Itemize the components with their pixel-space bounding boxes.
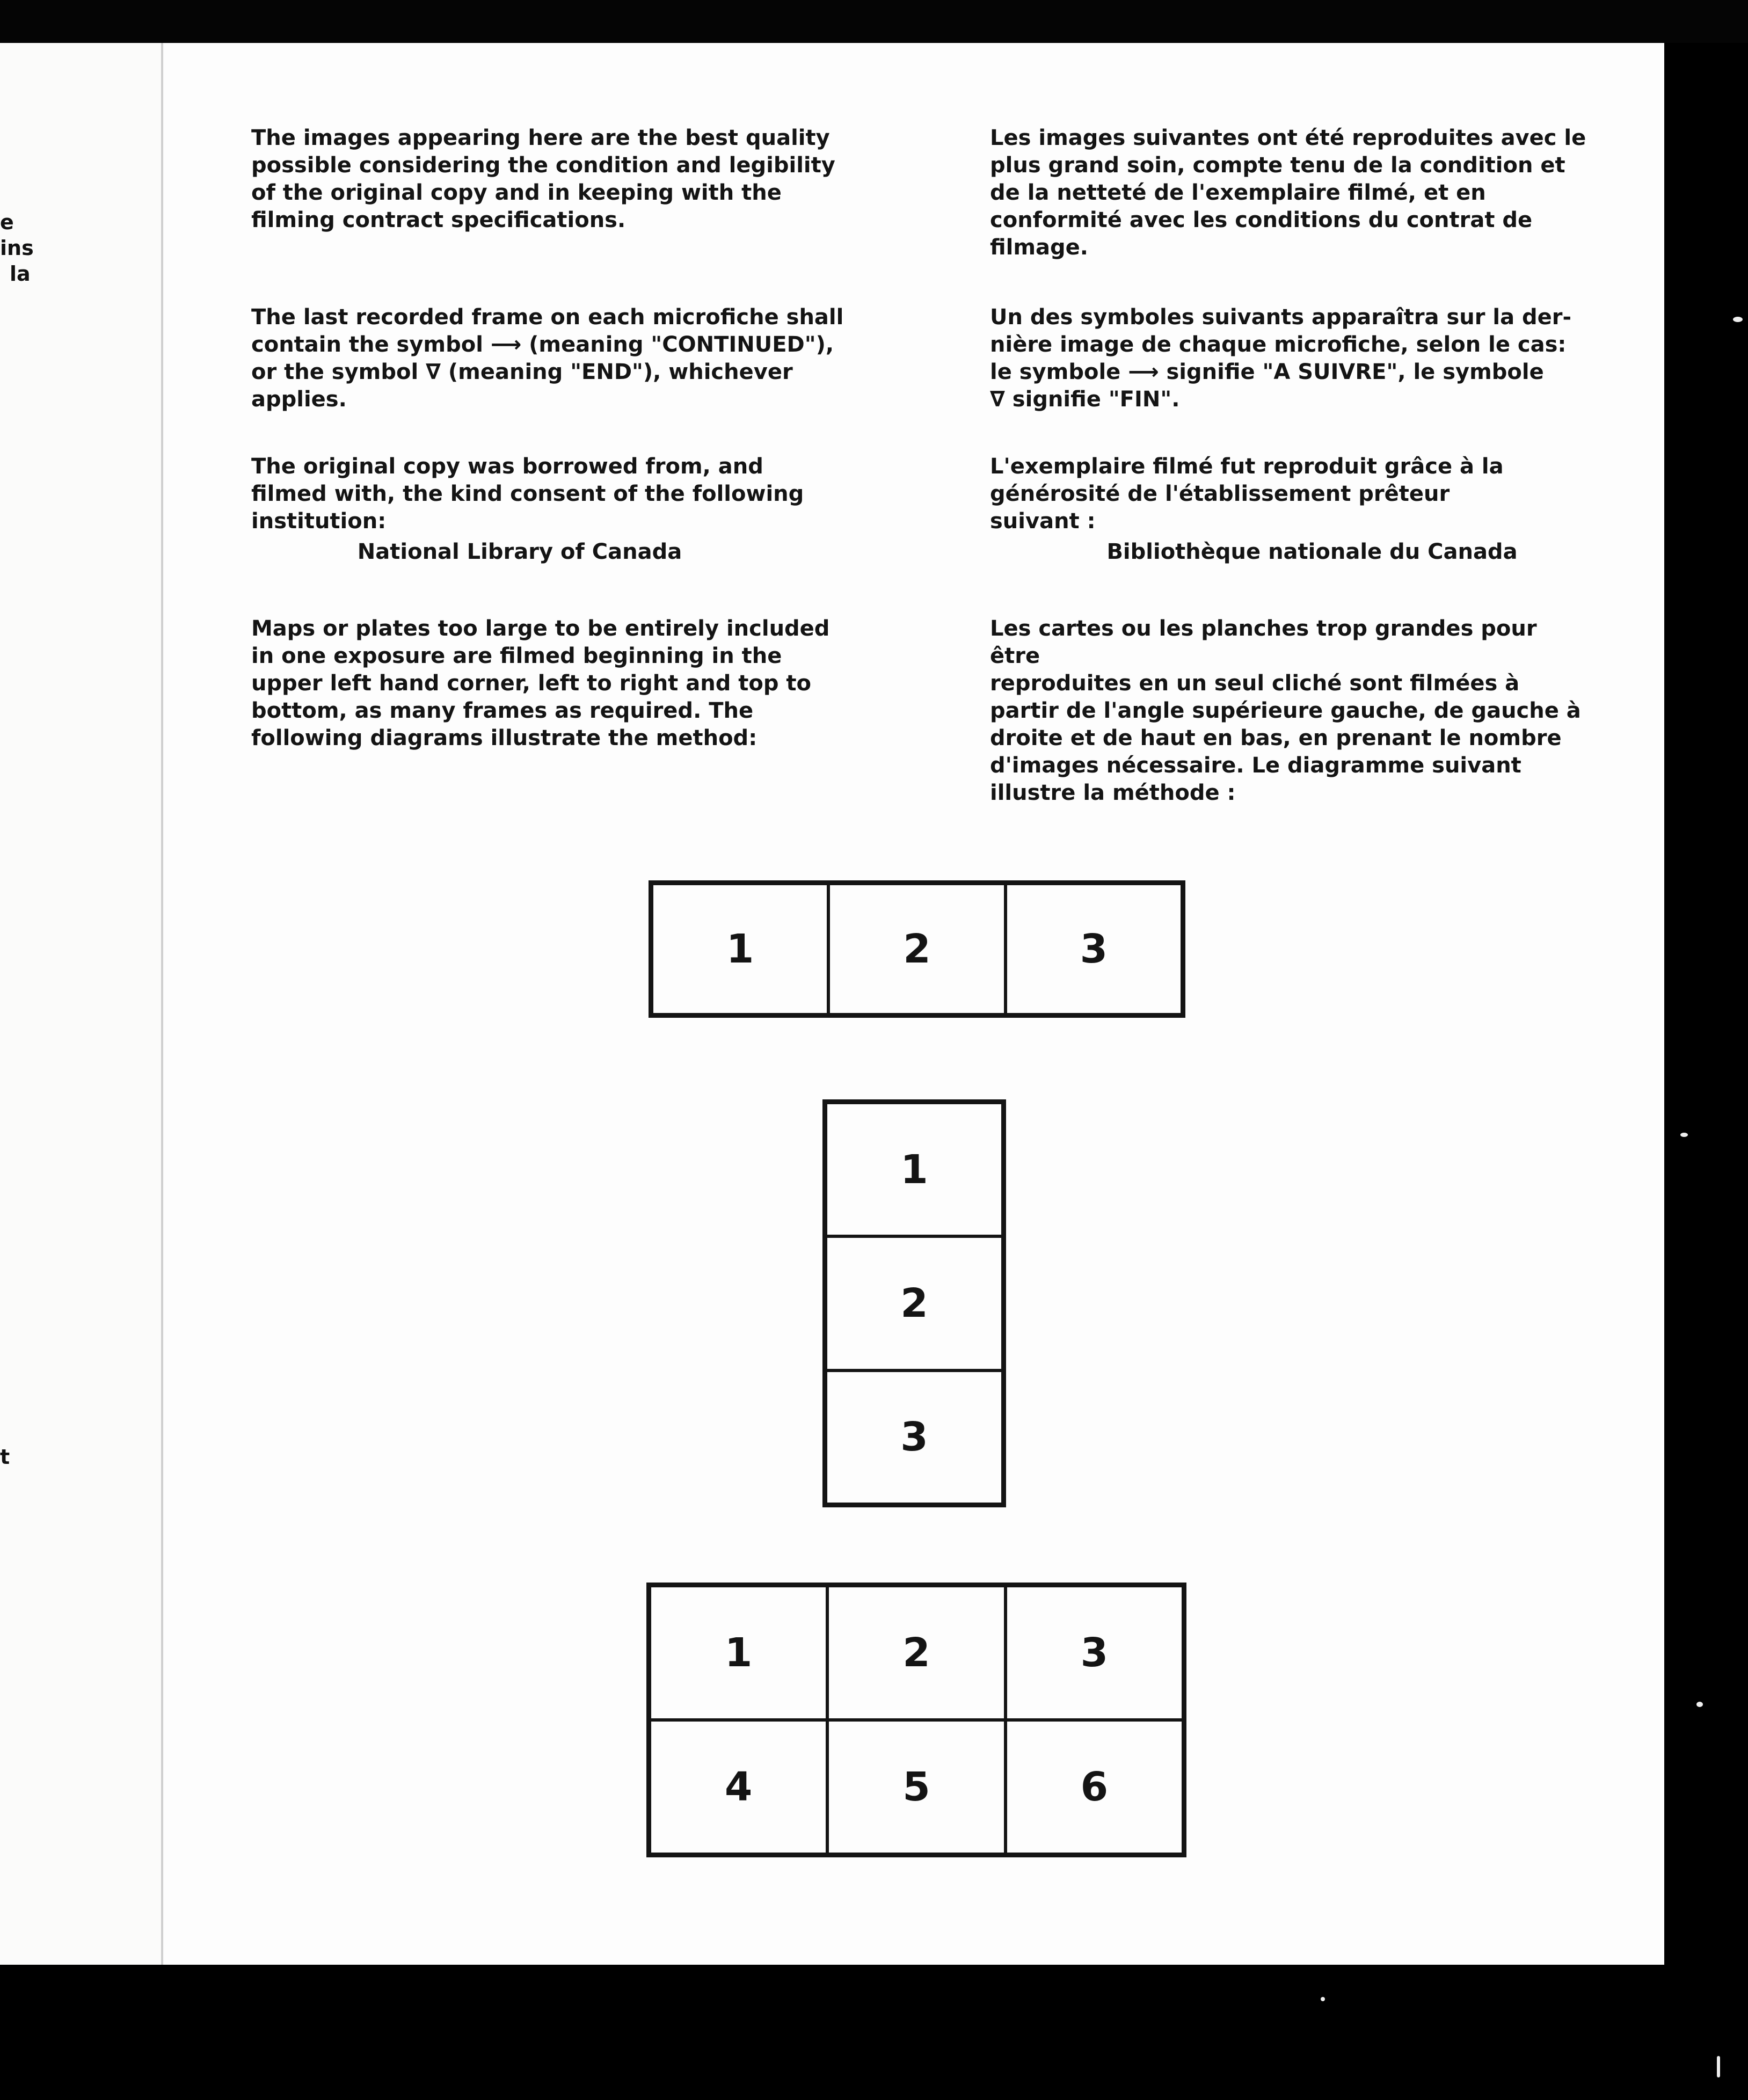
diagram-horizontal-three-frames	[649, 880, 1185, 1018]
dust-speck	[1733, 317, 1743, 322]
french-paragraph-3	[990, 453, 1591, 566]
film-border-top	[0, 0, 1748, 43]
english-method-text: Maps or plates too large to be entirely included in one exposure are filmed beginning in the upper left hand corner, left to right and top to bottom, as many frames as required. The following diagrams illustrate the method:	[251, 616, 830, 750]
frame-cell: 4	[650, 1720, 827, 1854]
french-symbol-text: Un des symboles suivants apparaîtra sur la der- nière image de chaque microfiche, selon le cas: le symbole ⟶ signifie "A SUIVRE", le symbole ∇ signifie "FIN".	[990, 305, 1572, 412]
english-consent-text: The original copy was borrowed from, and filmed with, the kind consent of the following institution:	[251, 454, 804, 534]
left-fragment: ins	[0, 236, 34, 260]
frame-cell: 3	[1006, 1586, 1183, 1720]
left-fragment: la	[10, 262, 31, 286]
frame-cell: 3	[1006, 884, 1182, 1015]
french-paragraph-2	[990, 304, 1591, 413]
french-paragraph-1	[990, 125, 1591, 261]
frame-cell: 1	[650, 1586, 827, 1720]
french-quality-text: Les images suivantes ont été reproduites avec le plus grand soin, compte tenu de la condition et de la netteté de l'exemplaire filmé, et en conformité avec les conditions du contrat de filmage.	[990, 126, 1586, 260]
french-method-text: Les cartes ou les planches trop grandes pour être reproduites en un seul cliché sont filmées à partir de l'angle supérieure gauche, de gauche à droite et de haut en bas, en prenant le nombre d'images nécessaire. Le diagramme suivant illustre la méthode :	[990, 616, 1581, 805]
dust-speck	[1717, 2056, 1720, 2077]
english-paragraph-2	[251, 304, 863, 413]
diagram-vertical-three-frames	[822, 1099, 1006, 1507]
frame-cell: 2	[827, 1586, 1005, 1720]
previous-page-edge	[0, 43, 161, 1965]
left-fragment: e	[0, 210, 14, 234]
film-border-right	[1664, 43, 1748, 2100]
english-paragraph-3	[251, 453, 863, 566]
frame-cell: 1	[652, 884, 828, 1015]
diagram-six-frame-grid	[646, 1583, 1186, 1857]
dust-speck	[1321, 1997, 1325, 2001]
frame-cell: 1	[826, 1103, 1003, 1236]
english-symbol-text: The last recorded frame on each microfiche shall contain the symbol ⟶ (meaning "CONTINUED"), or the symbol ∇ (meaning "END"), whichever applies.	[251, 305, 844, 412]
english-paragraph-1	[251, 125, 863, 234]
french-paragraph-4	[990, 615, 1591, 807]
frame-cell: 6	[1006, 1720, 1183, 1854]
dust-speck	[1680, 1133, 1688, 1137]
frame-cell: 3	[826, 1370, 1003, 1504]
frame-cell: 5	[827, 1720, 1005, 1854]
english-institution-name: National Library of Canada	[357, 539, 682, 564]
french-institution-name: Bibliothèque nationale du Canada	[1106, 539, 1518, 564]
frame-cell: 2	[828, 884, 1005, 1015]
dust-speck	[1696, 1702, 1703, 1707]
english-quality-text: The images appearing here are the best quality possible considering the condition and legibility of the original copy and in keeping with the filming contract specifications.	[251, 126, 835, 232]
left-fragment: t	[0, 1445, 10, 1469]
frame-cell: 2	[826, 1236, 1003, 1370]
english-paragraph-4	[251, 615, 863, 752]
film-border-bottom	[0, 1965, 1748, 2100]
french-consent-text: L'exemplaire filmé fut reproduit grâce à la générosité de l'établissement prêteur suivant :	[990, 454, 1504, 534]
